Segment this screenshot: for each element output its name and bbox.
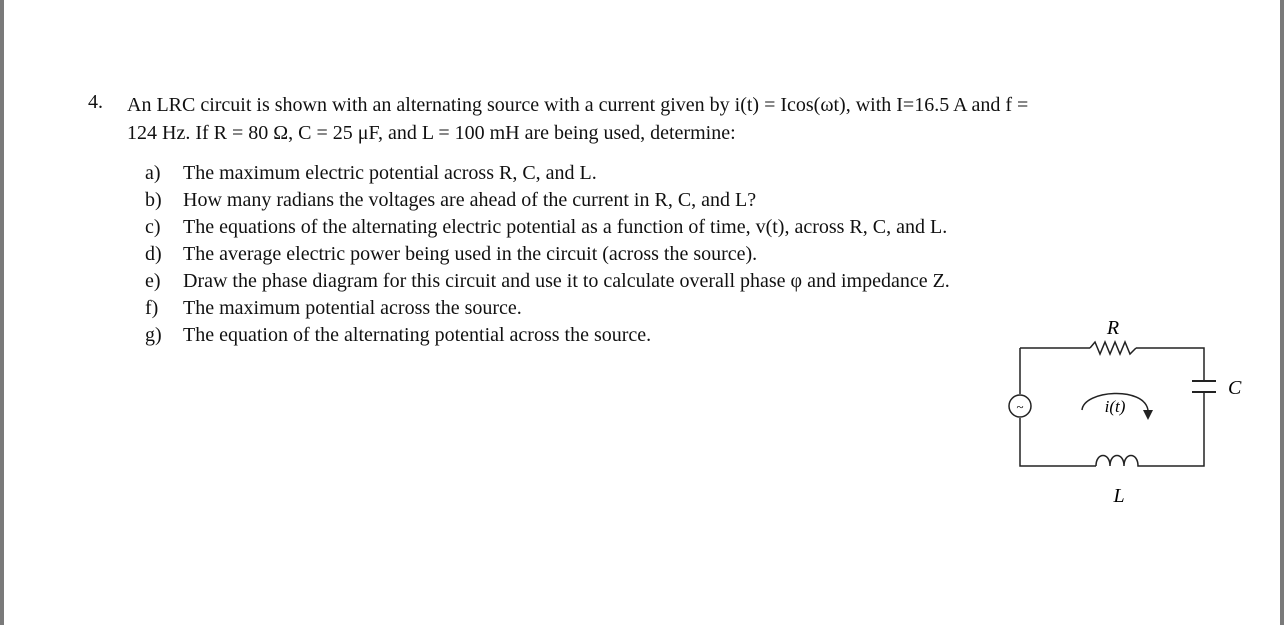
inductor-label: L	[1113, 485, 1125, 507]
part-c	[145, 214, 950, 241]
source-symbol-label: ~	[1016, 399, 1024, 414]
circuit-wire-top-right	[1136, 348, 1204, 381]
part-label: e)	[145, 270, 161, 292]
part-g	[145, 322, 950, 349]
part-text: How many radians the voltages are ahead of the current in R, C, and L?	[183, 189, 757, 211]
resistor-label: R	[1106, 317, 1120, 339]
right-page-edge	[1280, 0, 1284, 625]
resistor-symbol	[1090, 342, 1136, 354]
part-label: g)	[145, 324, 162, 346]
part-text: The maximum potential across the source.	[183, 297, 522, 319]
inductor-symbol	[1096, 456, 1142, 467]
part-text: The equations of the alternating electric potential as a function of time, v(t), across R, C, and L.	[183, 216, 948, 238]
problem-line-1: An LRC circuit is shown with an alternating source with a current given by i(t) = Icos(ωt), with I=16.5 A and f =	[127, 94, 1029, 116]
problem-number: 4.	[88, 91, 103, 113]
capacitor-symbol	[1192, 381, 1216, 392]
part-text: The average electric power being used in the circuit (across the source).	[183, 243, 758, 265]
current-label: i(t)	[1104, 397, 1126, 416]
problem-statement	[127, 91, 1187, 147]
problem-line-2: 124 Hz. If R = 80 Ω, C = 25 μF, and L = 100 mH are being used, determine:	[127, 122, 736, 144]
capacitor-label: C	[1228, 377, 1242, 399]
part-label: f)	[145, 297, 159, 319]
circuit-wire-right	[1142, 392, 1204, 466]
part-label: b)	[145, 189, 162, 211]
part-text: The maximum electric potential across R, C, and L.	[183, 162, 597, 184]
part-a	[145, 160, 950, 187]
parts-list	[145, 160, 950, 349]
part-label: c)	[145, 216, 161, 238]
part-label: d)	[145, 243, 162, 265]
part-text: The equation of the alternating potential across the source.	[183, 324, 652, 346]
part-e	[145, 268, 950, 295]
part-label: a)	[145, 162, 161, 184]
part-f	[145, 295, 950, 322]
left-page-edge	[0, 0, 4, 625]
part-d	[145, 241, 950, 268]
part-text: Draw the phase diagram for this circuit and use it to calculate overall phase φ and impedance Z.	[183, 270, 950, 292]
circuit-diagram	[1000, 306, 1250, 511]
part-b	[145, 187, 950, 214]
current-arrowhead	[1143, 410, 1153, 420]
